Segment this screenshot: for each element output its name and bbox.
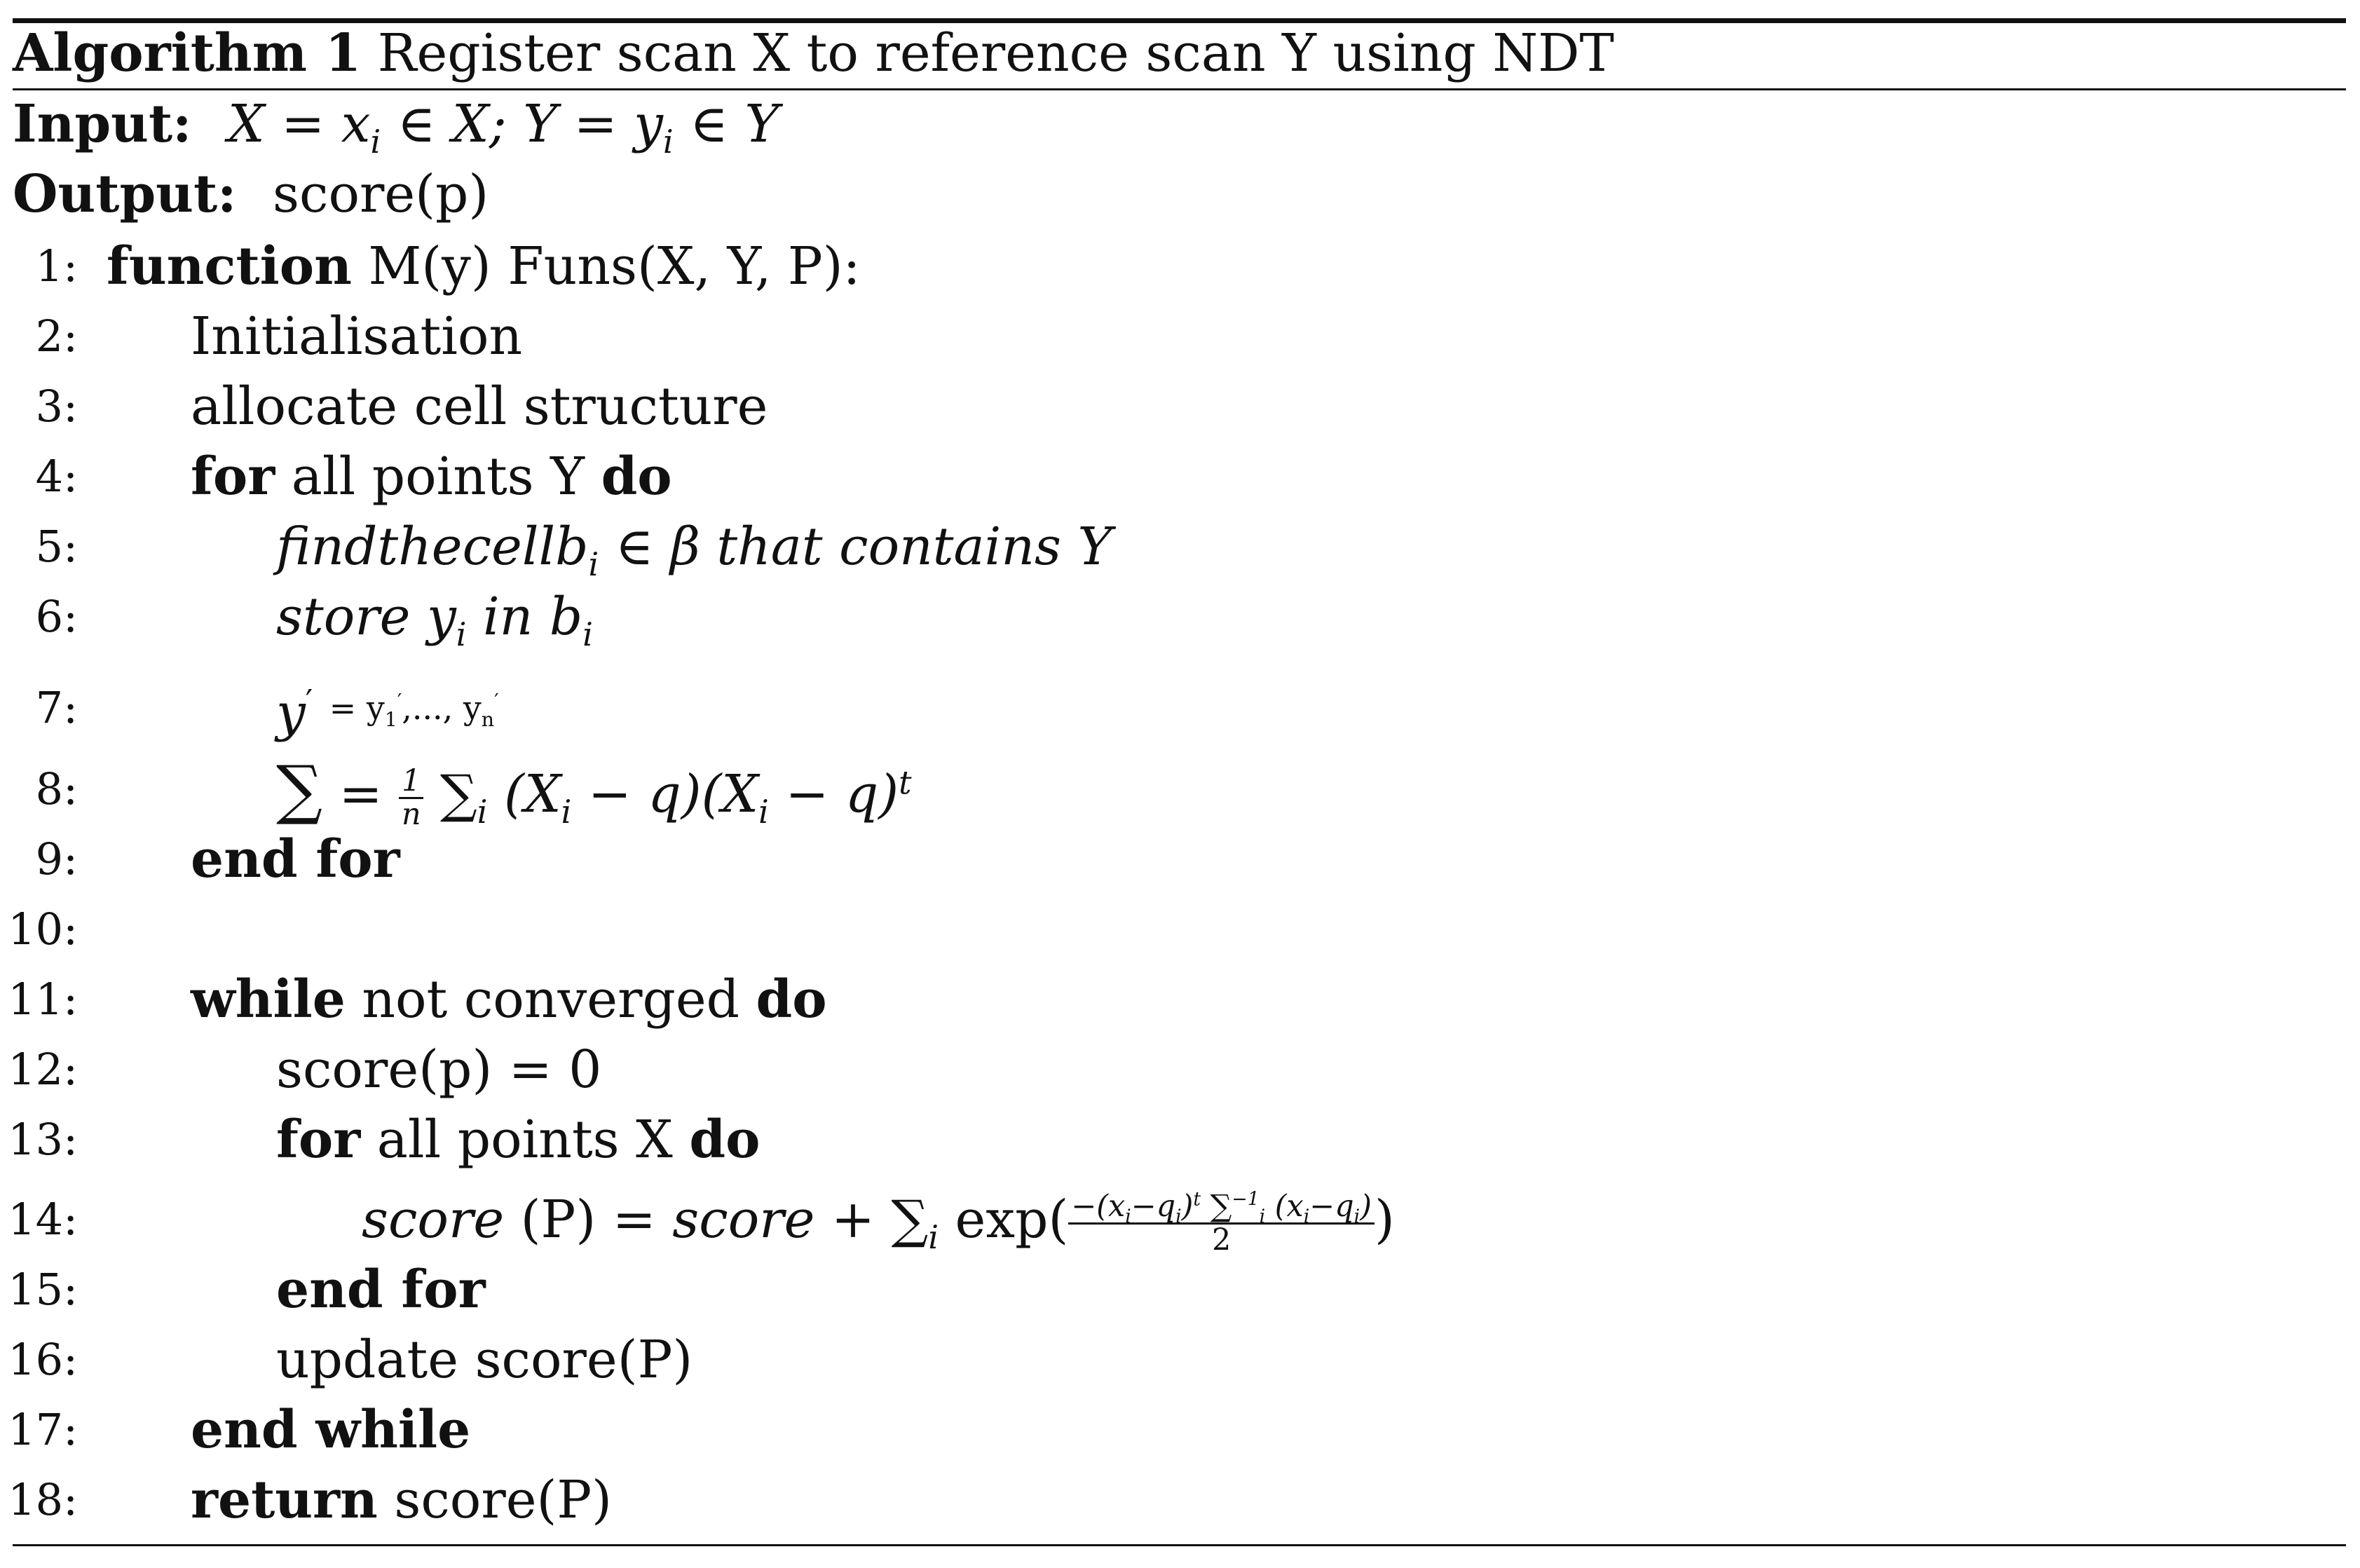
input-var-y: Y bbox=[523, 94, 558, 154]
math-text: (P) bbox=[520, 1189, 596, 1250]
output-label: Output: bbox=[13, 164, 237, 224]
line-code bbox=[276, 1105, 760, 1175]
algo-line-18 bbox=[0, 1465, 2360, 1535]
math-text: − q)(X bbox=[587, 764, 759, 824]
math-text: β that contains Y bbox=[670, 517, 1112, 577]
math-sub: n bbox=[481, 708, 495, 732]
math-sub: i bbox=[582, 615, 593, 653]
algo-line-2 bbox=[0, 301, 2360, 371]
line-text: M(y) Funs(X, Y, P): bbox=[368, 236, 861, 296]
math-text: store y bbox=[276, 587, 456, 647]
math-sub: i bbox=[928, 1218, 939, 1256]
math-text: (x bbox=[1274, 1188, 1304, 1224]
line-code bbox=[191, 964, 827, 1035]
line-number: 10: bbox=[8, 904, 78, 955]
line-number: 8: bbox=[35, 763, 78, 814]
math-sup: t bbox=[1193, 1188, 1201, 1211]
algo-line-5 bbox=[0, 512, 2360, 582]
line-number: 4: bbox=[35, 451, 78, 502]
math-eq: = bbox=[339, 764, 383, 824]
line-text: update score(P) bbox=[276, 1330, 693, 1390]
fraction-numerator bbox=[1068, 1188, 1375, 1228]
line-text: not converged bbox=[362, 969, 739, 1030]
math-eq: = bbox=[612, 1189, 656, 1250]
math-sub: i bbox=[1125, 1206, 1131, 1228]
algo-line-9 bbox=[0, 824, 2360, 894]
line-math bbox=[276, 673, 499, 748]
algo-line-1 bbox=[0, 231, 2360, 301]
math-sup: ′ bbox=[305, 682, 313, 721]
sum-symbol: ∑ bbox=[439, 764, 477, 824]
math-sub: i bbox=[1175, 1206, 1182, 1228]
math-sup: ′ bbox=[397, 689, 402, 713]
math-text: y bbox=[366, 689, 385, 727]
caption-rule bbox=[13, 88, 2346, 90]
line-number: 12: bbox=[8, 1044, 78, 1095]
algo-line-7 bbox=[0, 673, 2360, 743]
output-value: score(p) bbox=[273, 164, 489, 224]
line-number: 14: bbox=[8, 1194, 78, 1245]
math-sub: i bbox=[588, 545, 599, 583]
line-code bbox=[191, 1465, 612, 1535]
keyword-do: do bbox=[756, 969, 827, 1030]
input-line bbox=[13, 93, 779, 161]
math-sub: 1 bbox=[384, 708, 397, 732]
line-number: 16: bbox=[8, 1334, 78, 1385]
line-math bbox=[276, 512, 1112, 582]
math-text: (X bbox=[504, 764, 561, 824]
math-text: ,..., bbox=[402, 689, 453, 727]
math-sub: i bbox=[561, 792, 572, 831]
line-text: Initialisation bbox=[191, 306, 523, 367]
line-number: 9: bbox=[35, 833, 78, 885]
math-sub: i bbox=[456, 615, 467, 653]
math-sub: i bbox=[477, 792, 488, 831]
math-text: −(x bbox=[1071, 1188, 1126, 1224]
keyword-do: do bbox=[689, 1110, 760, 1170]
sum-symbol: ∑ bbox=[1210, 1188, 1232, 1224]
algorithm-label: Algorithm 1 bbox=[13, 23, 362, 83]
line-number: 18: bbox=[8, 1474, 78, 1525]
math-text: in b bbox=[482, 587, 583, 647]
math-text: findthecellb bbox=[276, 517, 589, 577]
math-small-group bbox=[329, 689, 499, 732]
keyword-end-while: end while bbox=[191, 1400, 471, 1460]
math-text: −q bbox=[1131, 1188, 1176, 1224]
algo-line-4 bbox=[0, 442, 2360, 512]
input-eq: = bbox=[281, 94, 325, 154]
input-eq2: = bbox=[573, 94, 618, 154]
line-text: all points Y bbox=[291, 446, 585, 507]
keyword-for: for bbox=[276, 1110, 361, 1170]
line-code bbox=[191, 442, 672, 512]
line-number: 13: bbox=[8, 1114, 78, 1165]
math-plus: + bbox=[831, 1189, 875, 1250]
math-sub: i bbox=[758, 792, 769, 831]
fraction bbox=[1068, 1188, 1375, 1258]
sum-symbol: ∑ bbox=[276, 751, 323, 827]
algorithm-caption bbox=[13, 25, 1614, 82]
fraction bbox=[399, 765, 423, 831]
input-sub-i2: i bbox=[662, 122, 674, 161]
line-math bbox=[362, 1185, 1395, 1256]
math-text: ) bbox=[1181, 1188, 1194, 1224]
math-text: ) bbox=[1374, 1189, 1395, 1250]
keyword-end-for: end for bbox=[276, 1260, 486, 1320]
math-text: score bbox=[672, 1189, 815, 1250]
input-sub-i: i bbox=[370, 122, 381, 161]
line-text: score(p) = 0 bbox=[276, 1039, 602, 1100]
input-in2: ∈ bbox=[690, 94, 728, 154]
math-text: score bbox=[362, 1189, 505, 1250]
math-text: ) bbox=[1360, 1188, 1372, 1224]
algo-line-14 bbox=[0, 1185, 2360, 1258]
input-label: Input: bbox=[13, 94, 192, 154]
input-var-x: X bbox=[228, 94, 265, 154]
line-number: 11: bbox=[8, 974, 78, 1025]
line-number: 7: bbox=[35, 682, 78, 733]
algo-line-13 bbox=[0, 1105, 2360, 1175]
algo-line-17 bbox=[0, 1395, 2360, 1465]
keyword-while: while bbox=[191, 969, 346, 1030]
keyword-function: function bbox=[107, 236, 352, 296]
line-code bbox=[107, 231, 861, 301]
input-xi: x bbox=[341, 94, 371, 154]
algo-line-6 bbox=[0, 582, 2360, 652]
output-line bbox=[13, 163, 489, 226]
keyword-for: for bbox=[191, 446, 275, 507]
fraction-denominator: 2 bbox=[1211, 1222, 1232, 1258]
line-text: all points X bbox=[376, 1110, 673, 1170]
algo-line-15 bbox=[0, 1255, 2360, 1325]
math-sub: i bbox=[1303, 1206, 1310, 1228]
sum-symbol: ∑ bbox=[891, 1189, 929, 1250]
math-text: −q bbox=[1309, 1188, 1354, 1224]
line-number: 2: bbox=[35, 311, 78, 362]
bottom-rule bbox=[13, 1544, 2346, 1546]
fraction-denominator: n bbox=[401, 797, 421, 833]
input-set-y: Y bbox=[744, 94, 779, 154]
keyword-return: return bbox=[191, 1470, 378, 1530]
fraction-numerator: 1 bbox=[399, 765, 423, 799]
math-text: exp( bbox=[955, 1189, 1069, 1250]
line-number: 5: bbox=[35, 521, 78, 572]
math-sub: i bbox=[1353, 1206, 1360, 1228]
line-number: 1: bbox=[35, 240, 78, 292]
algo-line-3 bbox=[0, 371, 2360, 442]
line-number: 15: bbox=[8, 1264, 78, 1315]
math-text: − q) bbox=[785, 764, 899, 824]
top-rule bbox=[13, 18, 2346, 23]
line-math bbox=[276, 582, 593, 652]
keyword-end-for: end for bbox=[191, 829, 400, 889]
math-eq: = bbox=[329, 689, 357, 727]
line-math bbox=[276, 751, 912, 833]
algorithm-title: Register scan X to reference scan Y using NDT bbox=[377, 23, 1614, 83]
algo-line-11 bbox=[0, 964, 2360, 1035]
input-set-x: X; bbox=[452, 94, 507, 154]
math-sup: −1 bbox=[1232, 1188, 1260, 1211]
algo-line-16 bbox=[0, 1325, 2360, 1395]
line-text: allocate cell structure bbox=[191, 376, 768, 437]
math-sup: t bbox=[899, 763, 912, 802]
math-sup: ′ bbox=[494, 689, 499, 713]
math-text: y bbox=[276, 683, 306, 744]
input-in: ∈ bbox=[397, 94, 436, 154]
math-rel: ∈ bbox=[615, 517, 654, 577]
algo-line-12 bbox=[0, 1035, 2360, 1105]
math-sub: i bbox=[1259, 1206, 1266, 1228]
line-number: 3: bbox=[35, 381, 78, 432]
line-number: 17: bbox=[8, 1404, 78, 1455]
algo-line-10 bbox=[0, 894, 2360, 964]
algo-line-8 bbox=[0, 751, 2360, 833]
line-number: 6: bbox=[35, 591, 78, 642]
keyword-do: do bbox=[601, 446, 672, 507]
math-text: y bbox=[463, 689, 482, 727]
input-yi: y bbox=[634, 94, 663, 154]
line-text: score(P) bbox=[394, 1470, 613, 1530]
